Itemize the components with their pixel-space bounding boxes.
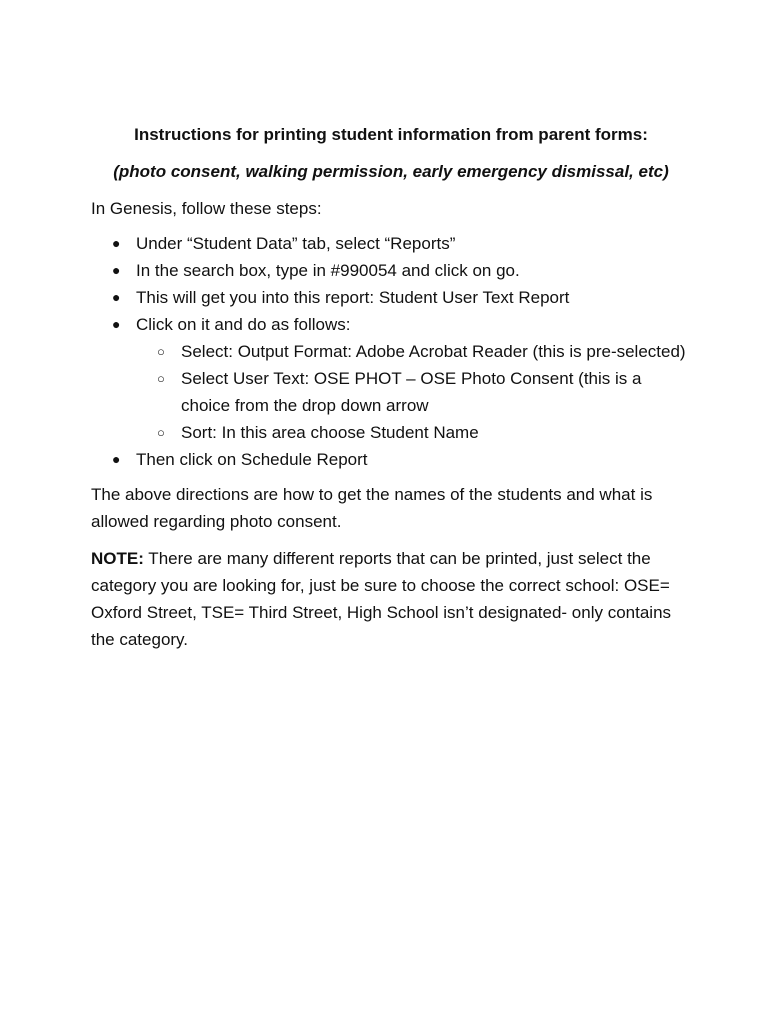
note-label: NOTE: (91, 549, 144, 568)
circle-bullet-icon: ○ (157, 344, 165, 359)
circle-bullet-icon: ○ (157, 425, 165, 440)
page-title: Instructions for printing student information from parent forms: (134, 125, 648, 144)
list-item (91, 257, 691, 284)
sub-list-item (91, 419, 691, 446)
step-text: In the search box, type in #990054 and click on go. (136, 261, 520, 280)
list-item (91, 311, 691, 446)
bullet-icon: ● (112, 451, 121, 467)
step-text: This will get you into this report: Student User Text Report (136, 288, 570, 307)
list-item (91, 230, 691, 257)
step-text: Then click on Schedule Report (136, 450, 368, 469)
sub-list-item (91, 365, 691, 419)
bullet-icon: ● (112, 316, 121, 332)
bullet-icon: ● (112, 235, 121, 251)
intro-text: In Genesis, follow these steps: (91, 199, 322, 218)
step-text: Under “Student Data” tab, select “Reports” (136, 234, 456, 253)
bullet-icon: ● (112, 262, 121, 278)
sub-step-text: Sort: In this area choose Student Name (181, 423, 479, 442)
paragraph-note (91, 545, 691, 653)
step-text: Click on it and do as follows: (136, 315, 351, 334)
sub-step-text: Select: Output Format: Adobe Acrobat Reader (this is pre-selected) (181, 342, 686, 361)
note-text: There are many different reports that can be printed, just select the category you are looking for, just be sure to choose the correct school: OSE= Oxford Street, TSE= Third Street, High School isn’t designated- only contains the category. (91, 549, 672, 649)
sub-steps-list (136, 338, 691, 446)
circle-bullet-icon: ○ (157, 371, 165, 386)
list-item (91, 446, 691, 473)
paragraph-directions: The above directions are how to get the names of the students and what is allowed regarding photo consent. (91, 485, 653, 531)
document-page (91, 121, 691, 663)
page-subtitle: (photo consent, walking permission, early emergency dismissal, etc) (113, 162, 669, 181)
sub-list-item (91, 338, 691, 365)
sub-step-text: Select User Text: OSE PHOT – OSE Photo Consent (this is a choice from the drop down arrow (181, 369, 642, 415)
bullet-icon: ● (112, 289, 121, 305)
list-item (91, 284, 691, 311)
steps-list (91, 230, 691, 473)
